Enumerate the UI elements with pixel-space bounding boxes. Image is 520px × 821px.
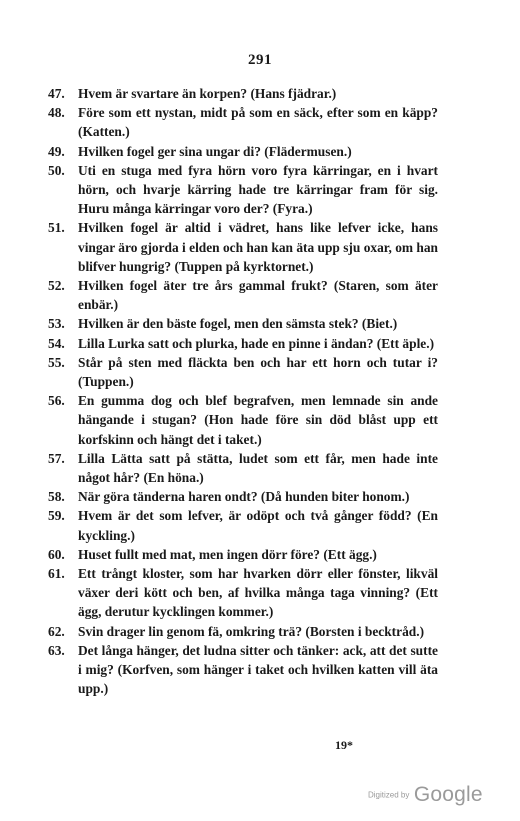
riddle-text: Det långa hänger, det ludna sitter och tänker: ack, att det sutte i mig? (Korfven, som hänger i taket och hvilken katten vill äta upp.) [78, 642, 438, 697]
riddle-entry [48, 314, 438, 333]
riddle-text: Lilla Lurka satt och plurka, hade en pinne i ändan? (Ett äple.) [78, 335, 435, 351]
riddle-text: Hvilken är den bäste fogel, men den sämsta stek? (Biet.) [78, 316, 398, 332]
signature-mark: 19* [335, 738, 353, 752]
riddle-text: En gumma dog och blef begrafven, men lemnade sin ande hängande i stugan? (Hon hade före sin död blåst upp ett korfskinn och hängt det i taket.) [78, 393, 438, 447]
riddle-number: 58. [48, 489, 65, 505]
riddle-text: Ett trångt kloster, som har hvarken dörr eller fönster, likväl växer deri kött och ben, af hvilka många taga vinning? (Ett ägg, derutur kycklingen kommer.) [78, 566, 438, 620]
digitized-watermark [368, 783, 483, 807]
riddle-entry [48, 218, 438, 276]
riddle-entry [48, 622, 438, 641]
riddle-entry [48, 487, 438, 506]
riddle-number: 49. [48, 143, 65, 159]
riddle-number: 48. [48, 105, 65, 121]
riddle-text: Hvem är svartare än korpen? (Hans fjädrar.) [78, 86, 337, 101]
riddle-number: 61. [48, 566, 65, 582]
riddle-entry [48, 391, 438, 449]
riddle-number: 55. [48, 354, 65, 370]
riddle-number: 59. [48, 508, 65, 524]
riddle-text: Svin drager lin genom fä, omkring trä? (Borsten i becktråd.) [78, 623, 425, 639]
riddle-entry [48, 84, 438, 103]
riddle-number: 60. [48, 546, 65, 562]
riddle-entry [48, 103, 438, 141]
riddle-text: När göra tänderna haren ondt? (Då hunden biter honom.) [78, 489, 410, 505]
watermark-prefix: Digitized by [368, 790, 410, 800]
riddle-entry [48, 564, 438, 622]
riddle-entry [48, 449, 438, 487]
riddle-text: Hvilken fogel är altid i vädret, hans like lefver icke, hans vingar äro gjorda i elden och han kan äta upp sju oxar, om han blifver hungrig? (Tuppen på kyrktornet.) [78, 220, 438, 274]
riddle-number: 57. [48, 450, 65, 466]
riddle-text: Hvem är det som lefver, är odöpt och två gånger född? (En kyckling.) [78, 508, 438, 543]
riddle-text: Före som ett nystan, midt på som en säck, efter som en käpp? (Katten.) [78, 105, 438, 140]
riddle-number: 62. [48, 623, 65, 639]
google-logo: Google [413, 783, 483, 806]
riddle-entry [48, 353, 438, 391]
riddle-entry [48, 506, 438, 544]
riddle-number: 54. [48, 335, 65, 351]
riddle-number: 56. [48, 393, 65, 409]
riddle-entry [48, 142, 438, 161]
riddle-text: Huset fullt med mat, men ingen dörr före? (Ett ägg.) [78, 546, 377, 562]
riddle-text: Hvilken fogel ger sina ungar di? (Flädermusen.) [78, 143, 352, 159]
riddle-number: 52. [48, 278, 65, 294]
riddle-number: 50. [48, 162, 65, 178]
riddle-list [48, 84, 438, 699]
riddle-text: Lilla Lätta satt på stätta, ludet som ett får, men hade inte något hår? (En höna.) [78, 450, 438, 486]
riddle-number: 51. [48, 220, 65, 236]
riddle-entry [48, 545, 438, 564]
riddle-number: 63. [48, 642, 65, 658]
riddle-entry [48, 161, 438, 219]
riddle-entry [48, 641, 438, 699]
riddle-text: Hvilken fogel äter tre års gammal frukt? (Staren, som äter enbär.) [78, 278, 438, 313]
riddle-number: 53. [48, 316, 65, 332]
riddle-number: 47. [48, 86, 65, 101]
riddle-entry [48, 276, 438, 314]
riddle-entry [48, 334, 438, 353]
page-number: 291 [248, 52, 272, 68]
riddle-text: Uti en stuga med fyra hörn voro fyra kärringar, en i hvart hörn, och hvarje kärring hade tre kärringar fram för sig. Huru många kärringar voro der? (Fyra.) [78, 162, 438, 217]
riddle-text: Står på sten med fläckta ben och har ett horn och tutar i? (Tuppen.) [78, 354, 438, 390]
